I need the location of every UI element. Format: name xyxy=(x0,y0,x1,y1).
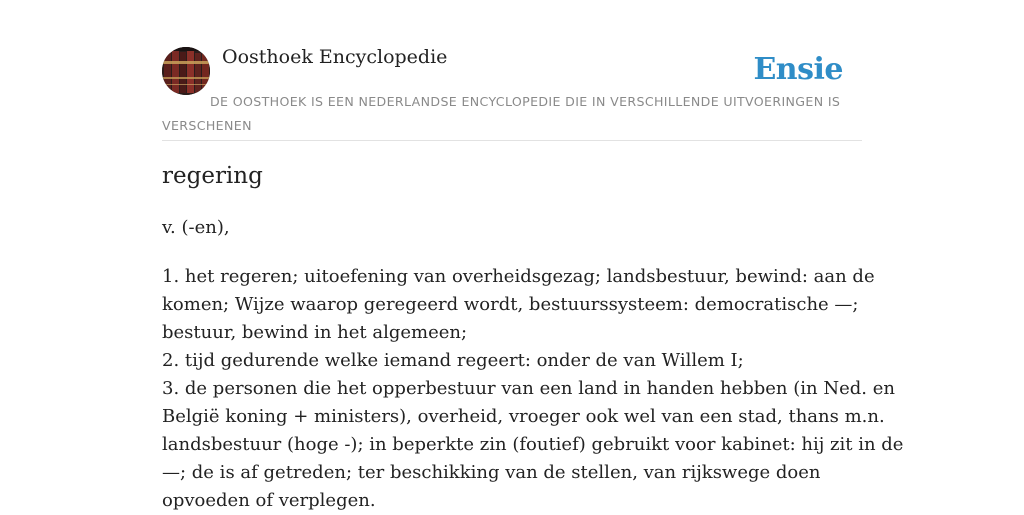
definition-line: 3. de personen die het opperbestuur van een land in handen hebben (in Ned. en xyxy=(162,378,895,399)
site-title[interactable]: Oosthoek Encyclopedie xyxy=(222,46,448,68)
site-header xyxy=(162,0,862,141)
definition-line: bestuur, bewind in het algemeen; xyxy=(162,322,468,343)
site-subtitle: DE OOSTHOEK IS EEN NEDERLANDSE ENCYCLOPEDIE DIE IN VERSCHILLENDE UITVOERINGEN IS VERSCHENEN xyxy=(162,94,841,133)
definition-line: België koning + ministers), overheid, vroeger ook wel van een stad, thans m.n. xyxy=(162,406,885,427)
page-container xyxy=(162,0,904,511)
definition-line: 1. het regeren; uitoefening van overheidsgezag; landsbestuur, bewind: aan de xyxy=(162,266,875,287)
definition-line: landsbestuur (hoge -); in beperkte zin (foutief) gebruikt voor kabinet: hij zit in de xyxy=(162,434,904,455)
encyclopedia-books-icon[interactable] xyxy=(162,47,210,95)
definition-line: —; de is af getreden; ter beschikking van de stellen, van rijkswege doen xyxy=(162,462,821,483)
entry-grammar: v. (-en), xyxy=(162,217,230,238)
entry-headword: regering xyxy=(162,163,263,189)
definition-line: 2. tijd gedurende welke iemand regeert: onder de van Willem I; xyxy=(162,350,744,371)
definition-line: opvoeden of verplegen. xyxy=(162,490,376,511)
entry-definition xyxy=(162,263,904,515)
ensie-logo[interactable]: Ensie xyxy=(753,52,843,87)
definition-line: komen; Wijze waarop geregeerd wordt, bestuurssysteem: democratische —; xyxy=(162,294,859,315)
